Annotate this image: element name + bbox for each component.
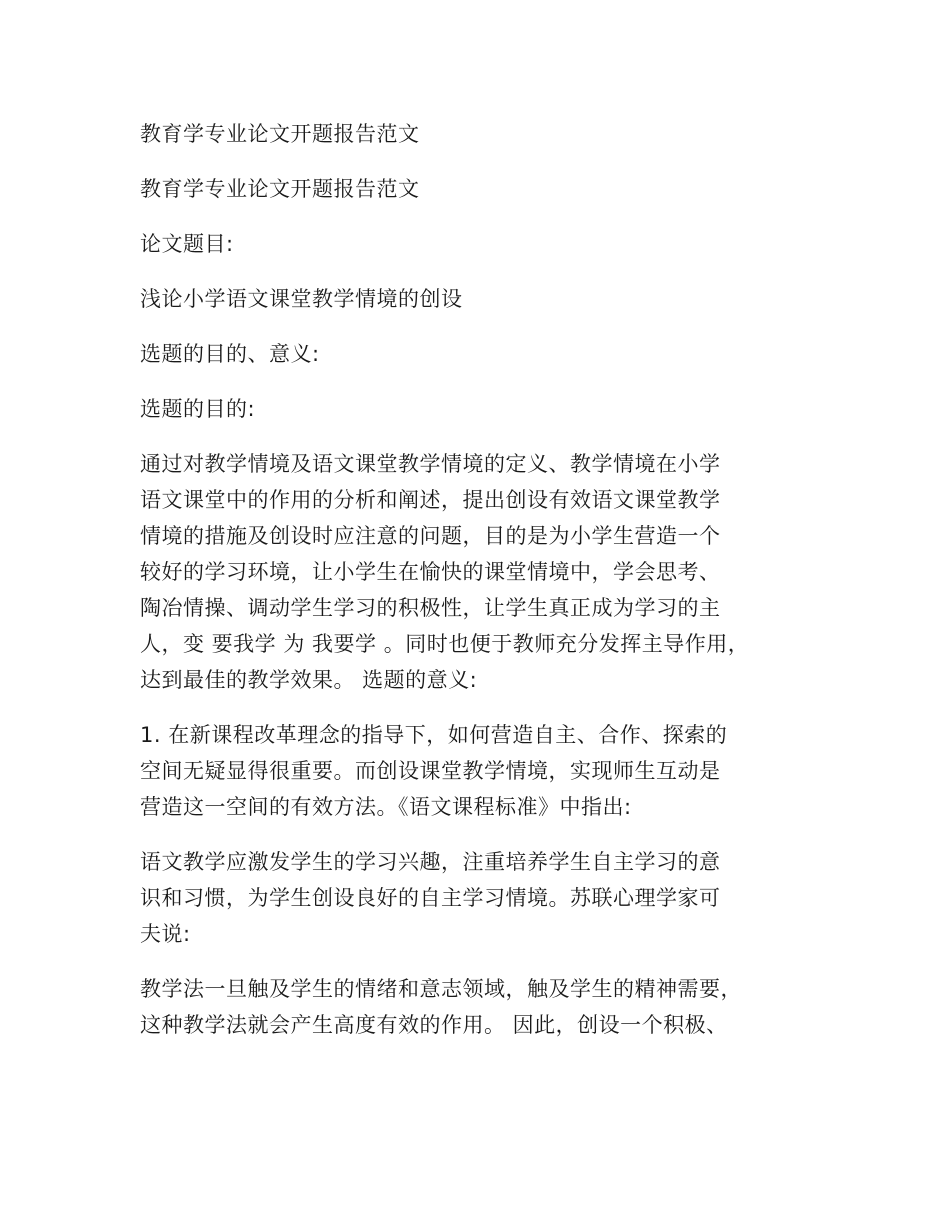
purpose-paragraph: [140, 446, 830, 698]
quote-2-line: 这种教学法就会产生高度有效的作用。 因此，创设一个积极、: [140, 1013, 728, 1037]
purpose-line: 较好的学习环境，让小学生在愉快的课堂情境中，学会思考、: [140, 560, 721, 584]
purpose-line: 陶冶情操、调动学生学习的积极性，让学生真正成为学习的主: [140, 596, 721, 620]
point-1-line: 1. 在新课程改革理念的指导下，如何营造自主、合作、探索的: [140, 723, 728, 747]
point-1-paragraph: [140, 717, 830, 825]
quote-1-line: 识和习惯，为学生创设良好的自主学习情境。苏联心理学家可: [140, 886, 721, 910]
quote-1-paragraph: [140, 844, 830, 952]
topic-text: 浅论小学语文课堂教学情境的创设: [140, 287, 463, 311]
purpose-line: 通过对教学情境及语文课堂教学情境的定义、教学情境在小学: [140, 452, 721, 476]
quote-1-line: 语文教学应激发学生的学习兴趣，注重培养学生自主学习的意: [140, 850, 721, 874]
purpose-heading: 选题的目的:: [140, 397, 256, 421]
purpose-line: 情境的措施及创设时应注意的问题，目的是为小学生营造一个: [140, 524, 721, 548]
purpose-significance-heading: 选题的目的、意义:: [140, 342, 320, 366]
quote-2-paragraph: [140, 971, 830, 1043]
quote-2-line: 教学法一旦触及学生的情绪和意志领域，触及学生的精神需要，: [140, 977, 742, 1001]
topic-heading: 论文题目:: [140, 232, 234, 256]
quote-1-line: 夫说:: [140, 922, 191, 946]
point-1-line: 营造这一空间的有效方法。《语文课程标准》中指出:: [140, 795, 632, 819]
purpose-line: 达到最佳的教学效果。 选题的意义:: [140, 668, 478, 692]
point-1-line: 空间无疑显得很重要。而创设课堂教学情境，实现师生互动是: [140, 759, 721, 783]
document-title: 教育学专业论文开题报告范文: [140, 122, 420, 146]
purpose-line: 语文课堂中的作用的分析和阐述，提出创设有效语文课堂教学: [140, 488, 721, 512]
document-subtitle: 教育学专业论文开题报告范文: [140, 177, 420, 201]
purpose-line: 人，变 要我学 为 我要学 。同时也便于教师充分发挥主导作用，: [140, 632, 750, 656]
document-body: [140, 116, 830, 1062]
